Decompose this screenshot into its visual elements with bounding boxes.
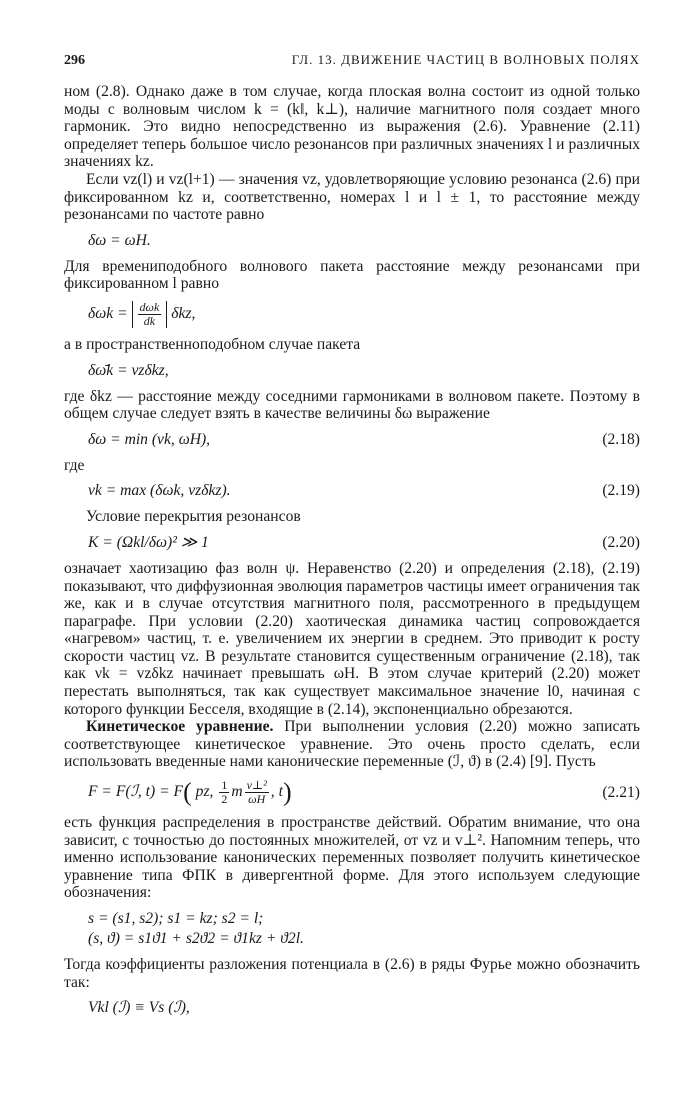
formula-fourier-coeff: Vkl (ℐ) ≡ Vs (ℐ), <box>88 999 190 1017</box>
equation-2-21-number: (2.21) <box>602 783 640 801</box>
velocity-denominator: ωH <box>248 792 266 807</box>
equation-2-19-number: (2.19) <box>602 482 640 500</box>
abs-bracket <box>132 301 168 328</box>
velocity-numerator: v⊥² <box>246 778 267 793</box>
paragraph-7: Условие перекрытия резонансов <box>86 508 301 526</box>
equation-2-21-body <box>88 779 292 806</box>
derivative-denominator: dk <box>143 313 156 328</box>
equation-2-18-body: δω = min (νk, ωH), <box>88 430 211 448</box>
paragraph-5: где δkz — расстояние между соседними гармониками в волновом пакете. Поэтому в общем случае следует взять в качестве величины δω выражение <box>64 387 640 423</box>
equation-2-19-body: νk = max (δωk, vzδkz). <box>88 482 231 500</box>
formula-notation-2: (s, ϑ) = s1ϑ1 + s2ϑ2 = ϑ1kz + ϑ2l. <box>88 930 304 947</box>
page-header <box>64 52 640 69</box>
page-number: 296 <box>64 53 85 68</box>
half-denominator: 2 <box>221 792 228 807</box>
formula-space-packet: δω̄k = vzδkz, <box>88 361 169 379</box>
paragraph-6: где <box>64 456 85 474</box>
derivative-numerator: dωk <box>139 299 160 314</box>
paragraph-9-text: При выполнении условия (2.20) можно записать соответствующее кинетическое уравнение. Это очень просто сделать, если использовать введенные нами канонические переменные (ℐ, ϑ) в (2.4) [9]. Пусть <box>64 718 641 771</box>
section-title-kinetic: Кинетическое уравнение. <box>86 718 274 736</box>
derivative-fraction <box>138 301 162 328</box>
mass-symbol: m <box>231 783 243 801</box>
formula-time-packet-right: δkz, <box>171 305 196 323</box>
equation-2-21 <box>64 779 640 806</box>
paragraph-2: Если vz(l) и vz(l+1) — значения vz, удовлетворяющие условию резонанса (2.6) при фиксированном kz и, соответственно, номерах l и l ± 1, то расстояние между резонансами по частоте равно <box>64 170 640 224</box>
paragraph-11: Тогда коэффициенты разложения потенциала в (2.6) в ряды Фурье можно обозначить так: <box>64 956 640 991</box>
equation-2-20-body: K = (Ωkl/δω)² ≫ 1 <box>88 533 209 551</box>
velocity-fraction <box>245 779 269 806</box>
formula-notation-1: s = (s1, s2); s1 = kz; s2 = l; <box>88 910 264 927</box>
running-title: ГЛ. 13. ДВИЖЕНИЕ ЧАСТИЦ В ВОЛНОВЫХ ПОЛЯХ <box>291 52 640 67</box>
equation-2-19 <box>64 482 640 500</box>
formula-time-packet <box>88 301 640 328</box>
half-numerator: 1 <box>221 778 228 793</box>
page <box>64 52 640 1025</box>
formula-delta-omega: δω = ωH. <box>88 231 151 249</box>
paragraph-8: означает хаотизацию фаз волн ψ. Неравенство (2.20) и определения (2.18), (2.19) показывают, что диффузионная эволюция параметров частицы имеет ограничения так же, как и в случае отсутствия магнитного поля, рассмотренного в предыдущем параграфе. При условии (2.20) хаотическая динамика частиц сопровождается «нагревом» частиц, т. е. увеличением их энергии в среднем. Это приводит к росту скорости частиц vz. В результате становится существенным ограничение (2.18), так как νk = vzδkz начинает превышать ωH. В этом случае критерий (2.20) может перестать выполняться, так как существует максимальное значение l0, начиная с которого функции Бесселя, входящие в (2.14), экспоненциально обрезаются. <box>64 559 640 718</box>
paragraph-4: а в пространственноподобном случае пакета <box>64 335 361 353</box>
paragraph-1: ном (2.8). Однако даже в том случае, когда плоская волна состоит из одной только моды с волновым числом k = (k‖, k⊥), наличие магнитного поля создает много гармоник. Это видно непосредственно из выражения (2.6). Уравнение (2.11) определяет теперь большое число резонансов при различных значениях l и различных значениях kz. <box>64 83 640 171</box>
close-paren: ) <box>282 777 292 807</box>
paragraph-10: есть функция распределения в пространстве действий. Обратим внимание, что она зависит, с точностью до постоянных множителей, от vz и v⊥². Напомним теперь, что именно использование канонических переменных позволяет получить кинетическое уравнение типа ФПК в дивергентной форме. Для этого используем следующие обозначения: <box>64 814 640 902</box>
paragraph-3: Для времениподобного волнового пакета расстояние между резонансами при фиксированном l равно <box>64 257 640 293</box>
equation-2-18-number: (2.18) <box>602 430 640 448</box>
half-fraction <box>219 779 229 806</box>
equation-2-18 <box>64 431 640 449</box>
formula-time-packet-left: δωk = <box>88 305 128 323</box>
equation-2-21-pz: pz, <box>195 783 214 801</box>
equation-2-20-number: (2.20) <box>602 533 640 551</box>
paragraph-9 <box>64 718 640 771</box>
equation-2-21-t: , t <box>270 783 283 801</box>
equation-2-20 <box>64 534 640 552</box>
equation-2-21-left: F = F(ℐ, t) = F <box>88 783 184 801</box>
open-paren: ( <box>183 777 192 807</box>
